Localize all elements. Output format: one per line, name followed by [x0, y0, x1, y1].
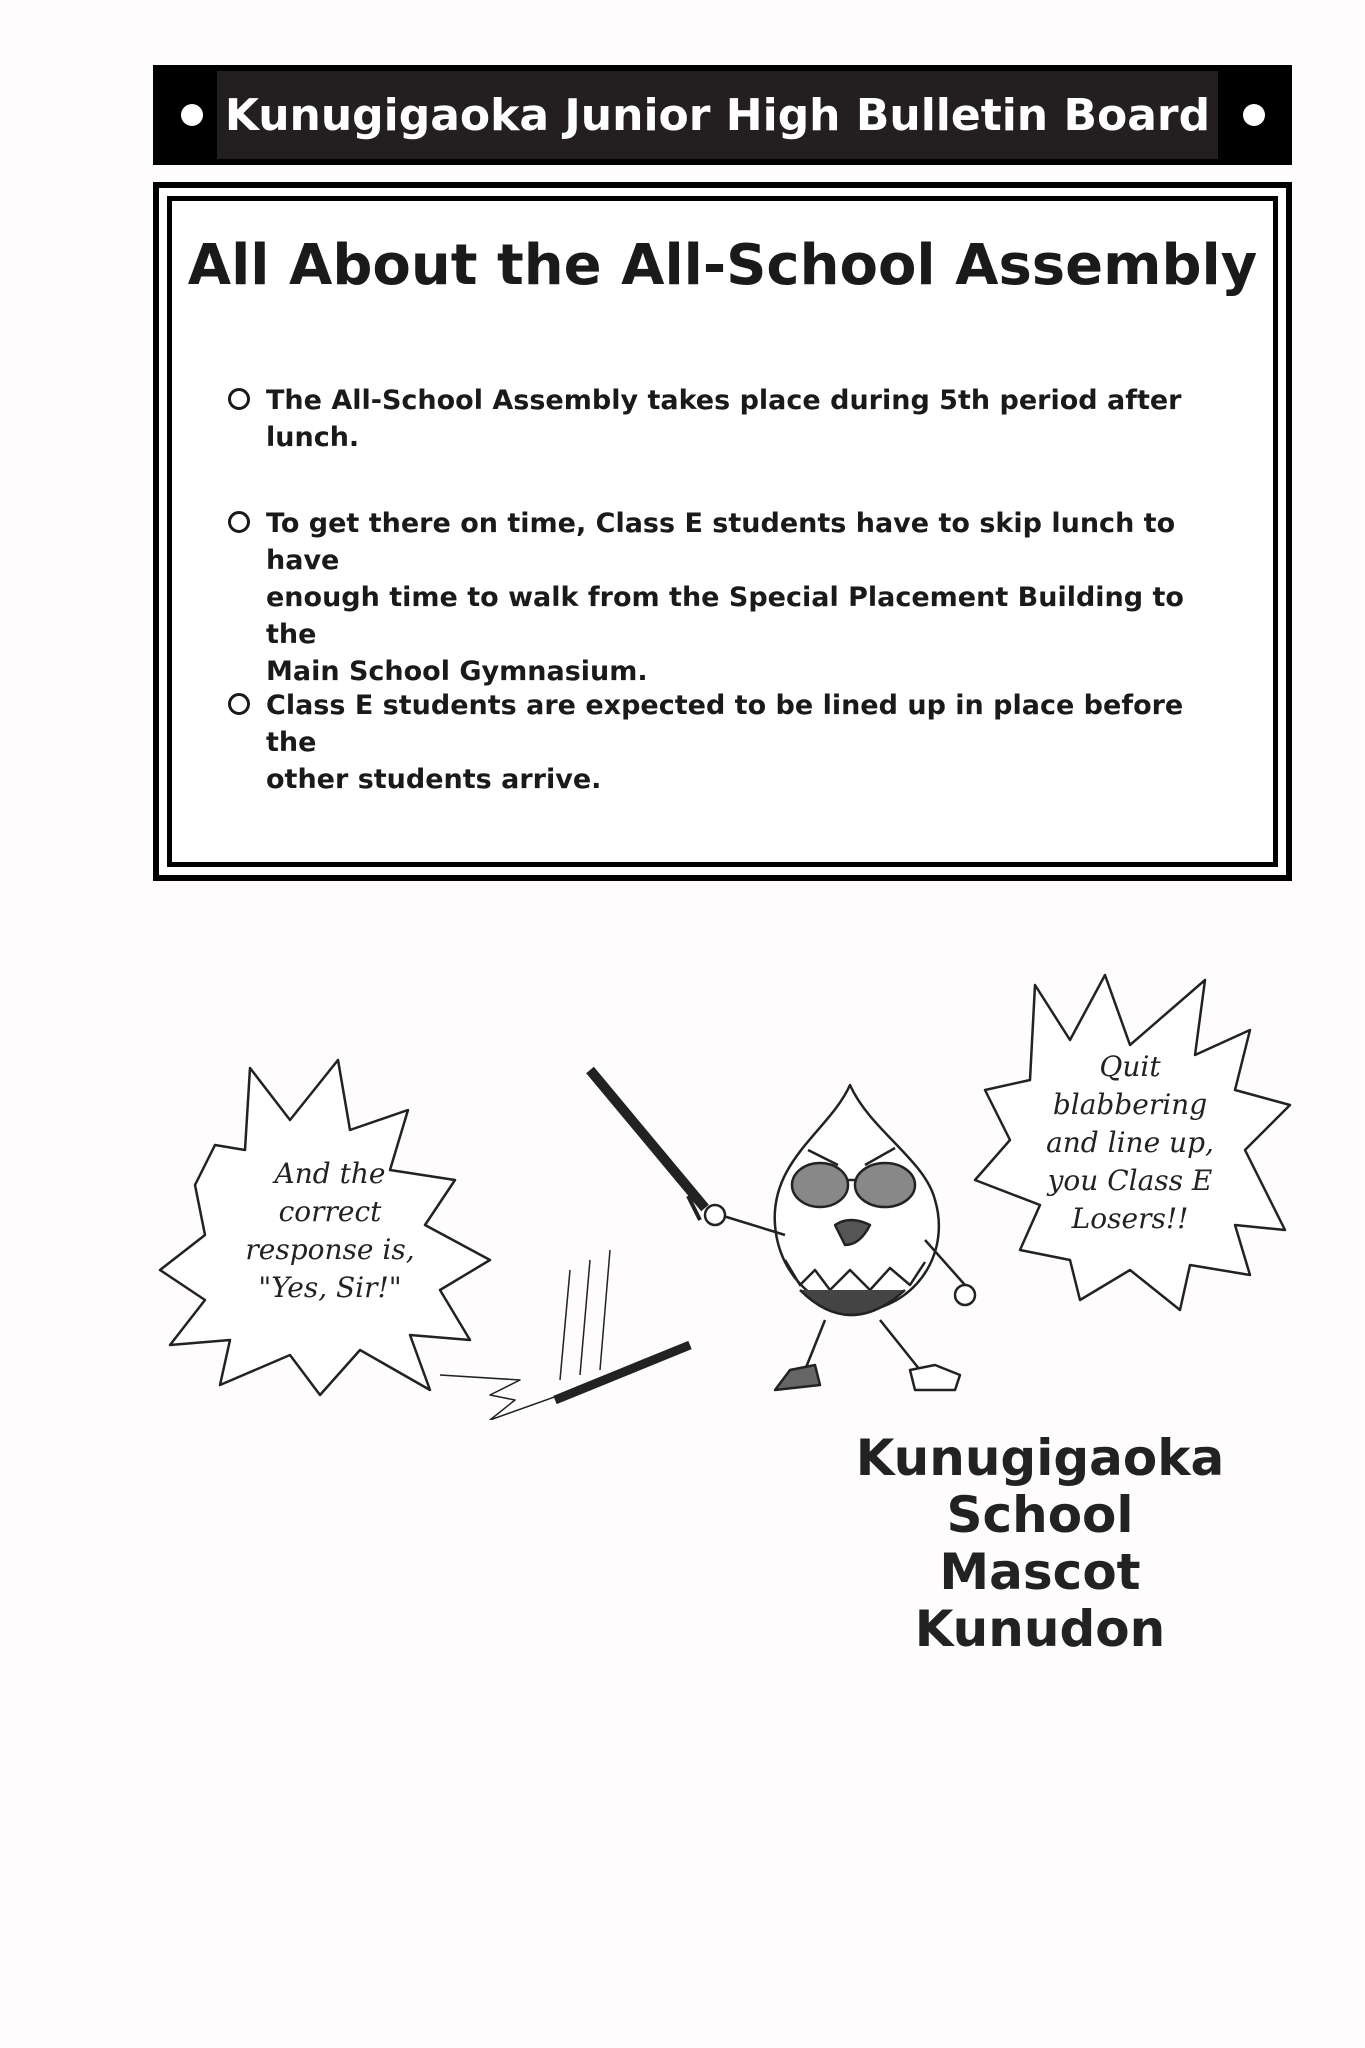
pin-dot-icon — [181, 104, 203, 126]
bulletin-header — [153, 65, 1292, 165]
circle-bullet-icon — [228, 388, 250, 410]
mascot-caption: Kunugigaoka School Mascot Kunudon — [855, 1429, 1225, 1658]
notice-inner-frame — [167, 196, 1278, 867]
notice-title: All About the All-School Assembly — [187, 233, 1258, 298]
notice-bullet: Class E students are expected to be lined up in place before the other students arrive. — [241, 687, 1241, 798]
kunudon-mascot — [590, 1070, 975, 1390]
falling-pen — [440, 1250, 690, 1420]
right-bubble-text: Quit blabbering and line up, you Class E Losers!! — [1046, 1050, 1214, 1235]
header-title: Kunugigaoka Junior High Bulletin Board — [224, 89, 1211, 141]
pin-dot-icon — [1243, 104, 1265, 126]
notice-board — [153, 182, 1292, 881]
left-bubble-text: And the correct response is, "Yes, Sir!" — [245, 1157, 415, 1304]
notice-bullet: To get there on time, Class E students have to skip lunch to have enough time to walk from the Special Placement Building to the Main School Gymnasium. — [241, 505, 1241, 690]
header-banner — [217, 71, 1218, 159]
circle-bullet-icon — [228, 511, 250, 533]
circle-bullet-icon — [228, 693, 250, 715]
notice-bullet: The All-School Assembly takes place during 5th period after lunch. — [241, 382, 1241, 456]
